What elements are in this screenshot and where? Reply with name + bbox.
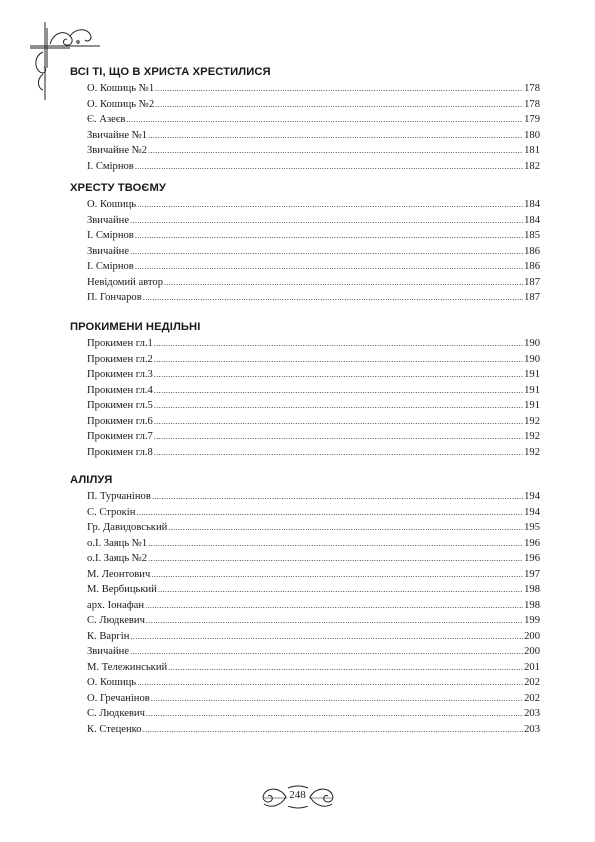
entry-page-number: 185	[524, 230, 540, 241]
toc-entry	[87, 129, 540, 143]
entry-title: Прокимен гл.5	[87, 400, 153, 411]
entry-page-number: 192	[524, 431, 540, 442]
dot-leader	[130, 630, 523, 644]
entry-page-number: 180	[524, 129, 540, 141]
dot-leader	[148, 144, 523, 158]
entry-page-number: 191	[524, 400, 540, 411]
dot-leader	[155, 82, 523, 96]
entry-title: С. Людкевич	[87, 708, 145, 719]
entry-page-number: 200	[524, 630, 540, 642]
entry-page-number: 194	[524, 491, 540, 502]
entry-title: арх. Іонафан	[87, 599, 145, 611]
toc-entry	[87, 676, 540, 690]
entry-page-number: 178	[524, 98, 540, 110]
toc-entry	[87, 144, 540, 158]
toc-entry	[87, 661, 540, 675]
entry-page-number: 201	[524, 661, 540, 673]
dot-leader	[154, 415, 523, 429]
entry-page-number: 202	[524, 677, 540, 688]
dot-leader	[130, 245, 523, 259]
toc-entry	[87, 229, 540, 243]
dot-leader	[151, 692, 523, 706]
entry-page-number: 184	[524, 214, 540, 226]
entry-title: Звичайне	[87, 245, 130, 257]
dot-leader	[148, 129, 523, 143]
entry-title: Прокимен гл.6	[87, 415, 153, 427]
toc-entry	[87, 291, 540, 305]
entry-page-number: 195	[524, 522, 540, 533]
entry-page-number: 191	[524, 384, 540, 396]
dot-leader	[154, 353, 523, 367]
entry-page-number: 179	[524, 114, 540, 125]
entry-title: Є. Азеєв	[87, 114, 126, 125]
entry-title: О. Кошиць	[87, 677, 137, 688]
dot-leader	[146, 614, 523, 628]
toc-entry	[87, 260, 540, 274]
dot-leader	[126, 113, 523, 127]
entry-title: О. Кошиць №1	[87, 83, 155, 94]
entry-title: Невідомий автор	[87, 276, 163, 288]
entry-title: О. Кошиць	[87, 199, 137, 210]
dot-leader	[148, 552, 523, 566]
entry-page-number: 203	[524, 708, 540, 719]
entry-title: К. Варгін	[87, 630, 130, 642]
entry-page-number: 202	[524, 692, 540, 704]
dot-leader	[154, 337, 523, 351]
entry-page-number: 178	[524, 83, 540, 94]
dot-leader	[130, 214, 523, 228]
toc-entry	[87, 723, 540, 737]
dot-leader	[130, 645, 523, 659]
entry-title: Звичайне №1	[87, 129, 148, 141]
entry-title: М. Леонтович	[87, 568, 151, 580]
page-number: 248	[289, 789, 306, 801]
toc-entry	[87, 446, 540, 460]
entry-title: Прокимен гл.7	[87, 431, 153, 442]
toc-entry	[87, 614, 540, 628]
entry-title: Прокимен гл.2	[87, 353, 153, 365]
dot-leader	[152, 490, 523, 504]
entry-page-number: 191	[524, 369, 540, 380]
dot-leader	[154, 399, 523, 413]
entry-page-number: 199	[524, 615, 540, 626]
dot-leader	[154, 446, 523, 460]
section-title: ВСІ ТІ, ЩО В ХРИСТА ХРЕСТИЛИСЯ	[70, 66, 271, 78]
dot-leader	[145, 599, 523, 613]
entry-title: о.І. Заяць №1	[87, 537, 148, 549]
entry-title: Прокимен гл.4	[87, 384, 153, 396]
entry-page-number: 186	[524, 261, 540, 272]
entry-title: Прокимен гл.1	[87, 338, 153, 349]
toc-entry	[87, 506, 540, 520]
toc-entry	[87, 552, 540, 566]
dot-leader	[151, 568, 523, 582]
dot-leader	[136, 506, 523, 520]
dot-leader	[148, 537, 523, 551]
entry-page-number: 197	[524, 568, 540, 580]
toc-entry	[87, 415, 540, 429]
toc-entry	[87, 583, 540, 597]
dot-leader	[168, 521, 523, 535]
toc-entry	[87, 160, 540, 174]
toc-entry	[87, 214, 540, 228]
dot-leader	[154, 368, 523, 382]
dot-leader	[143, 723, 524, 737]
toc-entry	[87, 276, 540, 290]
entry-title: С. Людкевич	[87, 615, 145, 626]
entry-page-number: 187	[524, 276, 540, 288]
toc-entry	[87, 198, 540, 212]
dot-leader	[146, 707, 523, 721]
entry-title: М. Вербицький	[87, 584, 157, 595]
entry-title: П. Гончаров	[87, 292, 142, 303]
toc-entry	[87, 568, 540, 582]
dot-leader	[135, 229, 523, 243]
entry-title: П. Турчанінов	[87, 491, 151, 502]
entry-title: К. Стеценко	[87, 723, 142, 735]
entry-title: О. Кошиць №2	[87, 98, 155, 110]
toc-entry	[87, 245, 540, 259]
entry-title: Звичайне	[87, 214, 130, 226]
toc-entry	[87, 692, 540, 706]
entry-page-number: 192	[524, 415, 540, 427]
dot-leader	[154, 430, 523, 444]
toc-entry	[87, 353, 540, 367]
dot-leader	[154, 384, 523, 398]
section-title: АЛІЛУЯ	[70, 474, 113, 486]
toc-entry	[87, 521, 540, 535]
toc-entry	[87, 337, 540, 351]
entry-page-number: 196	[524, 553, 540, 564]
entry-page-number: 198	[524, 599, 540, 611]
entry-page-number: 190	[524, 353, 540, 365]
entry-title: Гр. Давидовський	[87, 522, 168, 533]
entry-title: Прокимен гл.8	[87, 446, 153, 458]
entry-page-number: 184	[524, 199, 540, 210]
toc-entry	[87, 630, 540, 644]
entry-title: Прокимен гл.3	[87, 369, 153, 380]
entry-title: Звичайне	[87, 646, 130, 657]
entry-page-number: 196	[524, 537, 540, 549]
entry-page-number: 186	[524, 245, 540, 257]
section-title: ХРЕСТУ ТВОЄМУ	[70, 182, 166, 194]
toc-entry	[87, 645, 540, 659]
entry-page-number: 200	[524, 646, 540, 657]
entry-title: о.І. Заяць №2	[87, 553, 148, 564]
dot-leader	[164, 276, 523, 290]
dot-leader	[137, 198, 523, 212]
entry-page-number: 187	[524, 292, 540, 303]
dot-leader	[135, 160, 523, 174]
toc-entry	[87, 430, 540, 444]
entry-title: Звичайне №2	[87, 145, 148, 156]
toc-entry	[87, 368, 540, 382]
entry-page-number: 198	[524, 584, 540, 595]
entry-title: М. Тележинський	[87, 661, 168, 673]
entry-page-number: 194	[524, 506, 540, 518]
dot-leader	[143, 291, 523, 305]
toc-entry	[87, 384, 540, 398]
toc-entry	[87, 98, 540, 112]
entry-title: І. Смірнов	[87, 160, 134, 172]
section-title: ПРОКИМЕНИ НЕДІЛЬНІ	[70, 321, 201, 333]
toc-entry	[87, 82, 540, 96]
entry-page-number: 192	[524, 446, 540, 458]
dot-leader	[158, 583, 523, 597]
dot-leader	[137, 676, 523, 690]
toc-entry	[87, 399, 540, 413]
toc-entry	[87, 599, 540, 613]
dot-leader	[155, 98, 523, 112]
entry-page-number: 203	[524, 723, 540, 735]
entry-title: І. Смірнов	[87, 261, 134, 272]
toc-entry	[87, 113, 540, 127]
entry-title: І. Смірнов	[87, 230, 134, 241]
entry-page-number: 181	[524, 145, 540, 156]
toc-entry	[87, 537, 540, 551]
dot-leader	[135, 260, 523, 274]
entry-page-number: 182	[524, 160, 540, 172]
dot-leader	[168, 661, 523, 675]
entry-title: С. Строкін	[87, 506, 136, 518]
toc-entry	[87, 707, 540, 721]
toc-entry	[87, 490, 540, 504]
entry-title: О. Гречанінов	[87, 692, 150, 704]
entry-page-number: 190	[524, 338, 540, 349]
